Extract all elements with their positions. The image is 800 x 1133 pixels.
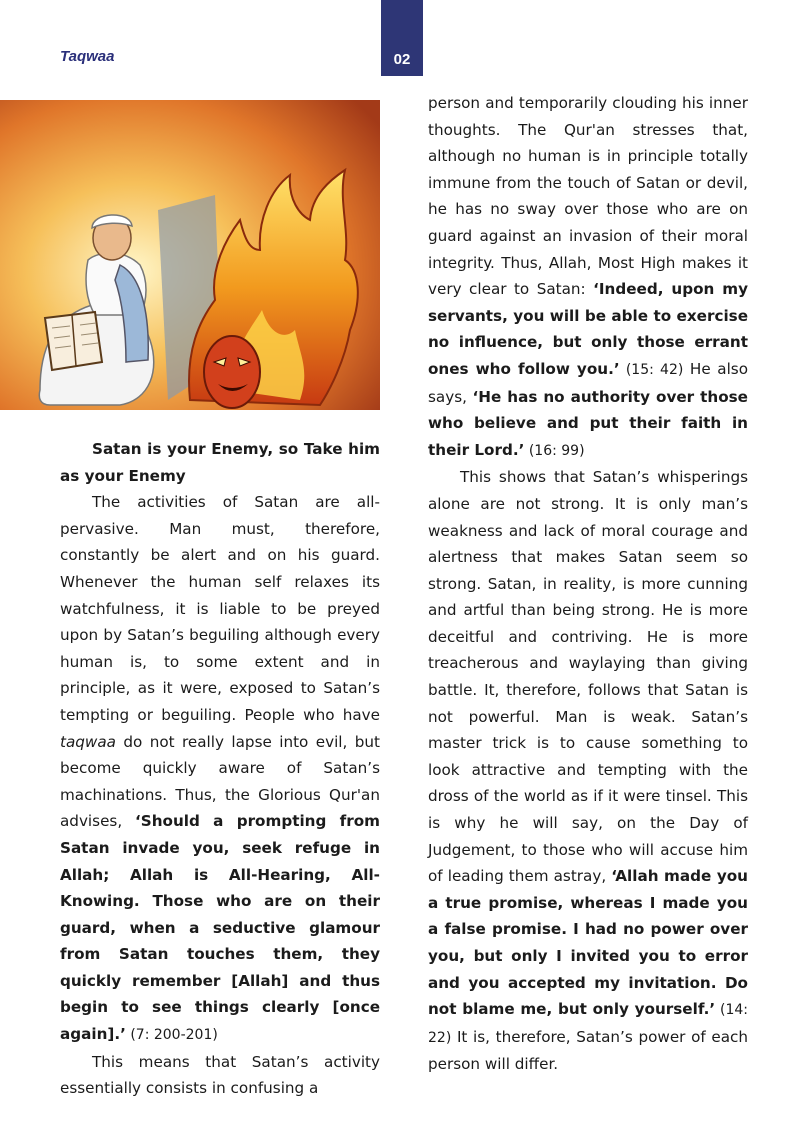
text: It is, therefore, Satan’s power of each person will differ. xyxy=(428,1027,748,1074)
quran-quote: ‘Should a prompting from Satan invade you, seek refuge in Allah; Allah is All-Hearing, All-Knowing. Those who are on their guard, when a seductive glamour from Satan touches them, they quickly remember [Allah] and thus begin to see things clearly [once again].’ xyxy=(60,812,380,1044)
verse-reference: (14: 22) xyxy=(428,1002,748,1046)
text: This shows that Satan’s whisperings alone are not strong. It is only man’s weakness and lack of moral courage and alertness that makes Satan seem so strong. Satan, in reality, is more cunning and artful than being strong. He is more deceitful and contriving. He is more treacherous and waylaying than giving battle. It, therefore, follows that Satan is not powerful. Man is weak. Satan’s master trick is to cause something to look attractive and tempting with the dross of the world as if it were tinsel. This is why he will say, on the Day of Judgement, to those who will accuse him of leading them astray, xyxy=(428,468,748,886)
quran-quote: ‘Allah made you a true promise, whereas I made you a false promise. I had no power over you, but only I invited you to error and you accepted my invitation. Do not blame me, but only yourself.’ xyxy=(428,867,748,1019)
man-reading-quran-and-satan-illustration xyxy=(0,100,380,410)
verse-reference: (7: 200-201) xyxy=(125,1027,218,1044)
left-column xyxy=(60,436,380,1102)
text: He also says, xyxy=(428,359,749,406)
quran-quote: ‘He has no authority over those who believe and put their faith in their Lord.’ xyxy=(428,387,748,459)
text: person and temporarily clouding his inner thoughts. The Qur'an stresses that, although no human is in principle totally immune from the touch of Satan or devil, he has no sway over those who are on guard against an invasion of their moral integrity. Thus, Allah, Most High makes it very clear to Satan: xyxy=(428,94,748,299)
text: The activities of Satan are all-pervasive. Man must, therefore, constantly be alert and on his guard. Whenever the human self relaxes its watchfulness, it is liable to be preyed upon by Satan’s beguiling although every human is, to some extent and in principle, as it were, exposed to Satan’s tempting or beguiling. People who have xyxy=(60,493,380,724)
text: do not really lapse into evil, but become quickly aware of Satan’s machinations. Thus, the Glorious Qur'an advises, xyxy=(60,732,380,831)
paragraph xyxy=(60,489,380,1048)
right-column xyxy=(428,90,748,1078)
illustration xyxy=(0,100,380,410)
paragraph xyxy=(428,464,748,1078)
paragraph xyxy=(428,90,748,464)
section-heading: Satan is your Enemy, so Take him as your Enemy xyxy=(60,440,380,485)
italic-term: taqwaa xyxy=(60,732,116,751)
page-number-tab xyxy=(381,0,423,76)
running-title: Taqwaa xyxy=(60,48,115,65)
devil-face xyxy=(204,336,260,408)
quran-quote: ‘Indeed, upon my servants, you will be able to exercise no influence, but only those errant ones who follow you.’ xyxy=(428,280,748,378)
paragraph: This means that Satan’s activity essentially consists in confusing a xyxy=(60,1052,380,1098)
verse-reference: (15: 42) xyxy=(619,361,684,378)
page-number: 02 xyxy=(393,51,411,68)
verse-reference: (16: 99) xyxy=(524,442,585,459)
